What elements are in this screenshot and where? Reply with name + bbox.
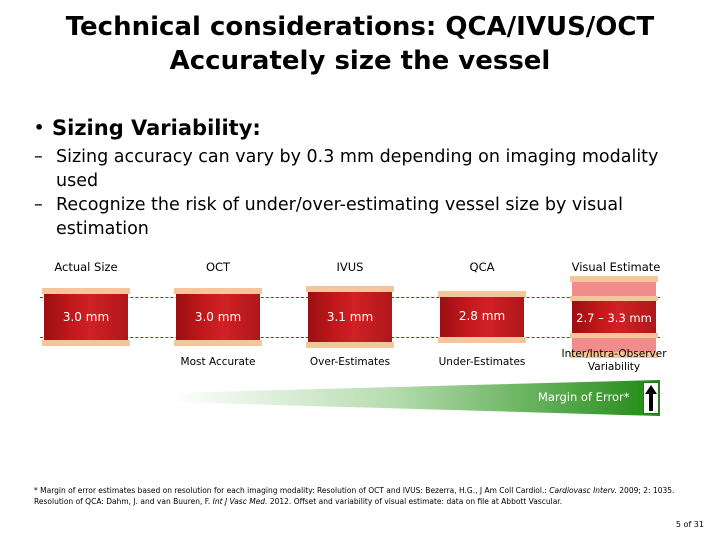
vessel-visual [570,276,658,358]
vessel-actual [42,288,130,346]
dash-icon: – [34,147,43,167]
page-number: 5 of 31 [675,520,704,529]
colhead-oct: OCT [205,260,231,274]
bullet-sizing-variability [34,116,261,140]
dash-icon: – [34,195,43,215]
sub-bullet-1 [34,145,696,193]
colhead-actual: Actual Size [54,260,118,274]
bullet-dot-icon: • [34,118,45,137]
title-line-2: Accurately size the vessel [169,46,551,76]
up-arrow-icon [643,382,659,414]
vessel-actual-value: 3.0 mm [62,310,110,324]
margin-of-error-label: Margin of Error* [538,390,630,404]
footnote-part1: * Margin of error estimates based on resolution for each imaging modality: Resolution of OCT and IVUS: Bezerra, H.G., J Am Coll Cardiol.: [34,486,550,495]
footnote [34,485,704,507]
colhead-visual: Visual Estimate [571,260,661,274]
vessel-qca-value: 2.8 mm [458,309,506,323]
vessel-visual-value: 2.7 – 3.3 mm [576,311,652,325]
footnote-journal2: Int J Vasc Med. [212,497,268,506]
sub-bullet-1-text: Sizing accuracy can vary by 0.3 mm depending on imaging modality used [56,147,659,191]
slide-title [0,10,720,78]
sub-bullet-2-text: Recognize the risk of under/over-estimating vessel size by visual estimation [56,195,623,239]
sub-bullet-2 [34,193,696,241]
colhead-ivus: IVUS [336,260,364,274]
caption-qca: Under-Estimates [438,356,526,368]
bullet-label: Sizing Variability: [52,116,261,140]
footnote-part3: 2012. Offset and variability of visual estimate: data on file at Abbott Vascular. [267,497,563,506]
vessel-oct-value: 3.0 mm [194,310,242,324]
vessel-qca [438,291,526,343]
vessel-ivus-value: 3.1 mm [326,310,374,324]
caption-visual: Inter/Intra-Observer Variability [561,348,667,373]
caption-oct: Most Accurate [180,356,256,368]
colhead-qca: QCA [469,260,495,274]
vessel-ivus [306,286,394,348]
vessel-oct [174,288,262,346]
title-line-1: Technical considerations: QCA/IVUS/OCT [65,12,655,42]
footnote-part2: 2009; 2: 1035. Resolution of QCA: Dahm, J. and van Buuren, F. [34,486,675,506]
caption-ivus: Over-Estimates [309,356,391,368]
footnote-journal1: Cardiovasc Interv. [549,486,617,495]
